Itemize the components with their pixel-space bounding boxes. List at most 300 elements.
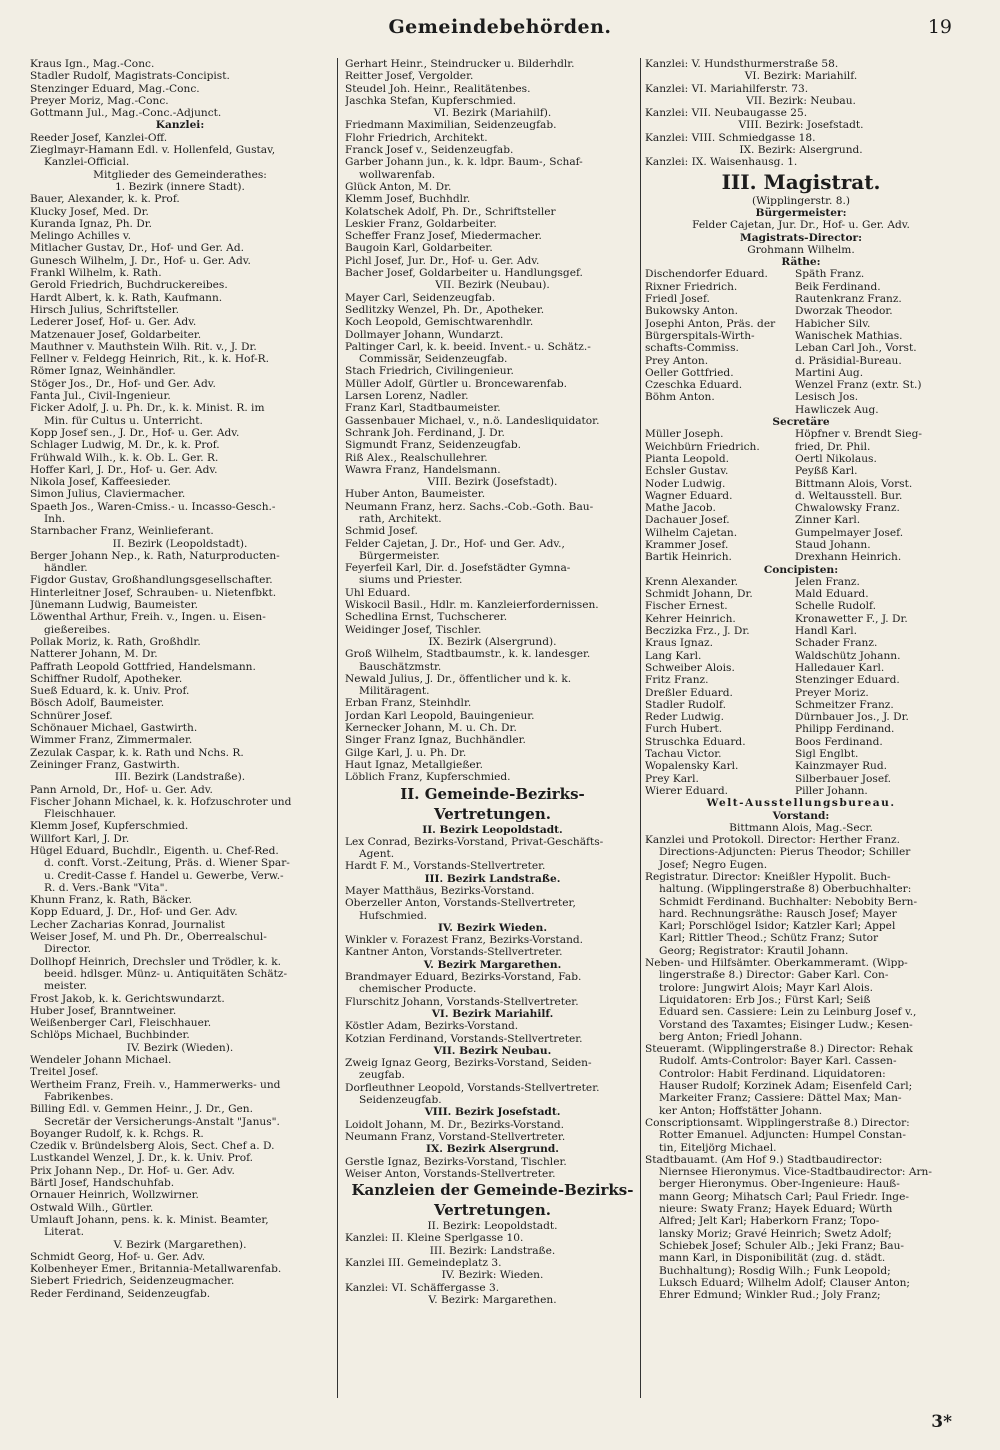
section-heading: VII. Bezirk Neubau. — [433, 1044, 552, 1057]
entry-line: Zezulak Caspar, k. k. Rath und Nchs. R. — [30, 746, 244, 759]
entry-line: Schiffner Rudolf, Apotheker. — [30, 672, 183, 685]
entry-line: Loidolt Johann, M. Dr., Bezirks-Vorstand. — [345, 1118, 565, 1131]
entry-line: Gilge Karl, J. u. Ph. Dr. — [345, 746, 467, 759]
section-heading: V. Bezirk (Margarethen). — [113, 1238, 247, 1251]
entry-line: Zweig Ignaz Georg, Bezirks-Vorstand, Seiden- — [345, 1057, 592, 1070]
entry-line: Kanzlei: IX. Waisenhausg. 1. — [645, 156, 798, 169]
entry-line: Berger Johann Nep., k. Rath, Naturproducten- — [30, 549, 280, 562]
entry-line: Weiser Josef, M. und Ph. Dr., Oberrealschul- — [30, 931, 267, 944]
name-entry: Wanischek Mathias. — [795, 329, 903, 342]
name-entry: Prey Karl. — [645, 772, 699, 785]
entry-line: Schrank Joh. Ferdinand, J. Dr. — [345, 426, 505, 439]
name-entry: Höpfner v. Brendt Sieg- — [795, 428, 922, 441]
name-entry: Staud Johann. — [795, 538, 871, 551]
name-entry: Dischendorfer Eduard. — [645, 268, 768, 281]
entry-line: Wiskocil Basil., Hdlr. m. Kanzleierfordernissen. — [345, 599, 599, 612]
entry-line: Frühwald Wilh., k. k. Ob. L. Ger. R. — [30, 451, 219, 464]
entry-line: Conscriptionsamt. Wipplingerstraße 8.) Director: — [645, 1116, 910, 1129]
name-entry: Gumpelmayer Josef. — [795, 526, 904, 539]
magistrat-heading: III. Magistrat. — [721, 169, 881, 194]
name-entry: Weichbürn Friedrich. — [645, 440, 760, 453]
entry-line: Löblich Franz, Kupferschmied. — [345, 771, 511, 784]
entry-line: Starnbacher Franz, Weinlieferant. — [30, 525, 214, 538]
entry-line: Zieglmayr-Hamann Edl. v. Hollenfeld, Gustav, — [30, 144, 276, 157]
name-entry: Wopalensky Karl. — [645, 760, 739, 773]
entry-line: Gottmann Jul., Mag.-Conc.-Adjunct. — [30, 107, 222, 120]
section-heading: VI. Bezirk (Mariahilf). — [433, 107, 552, 120]
name-entry: Böhm Anton. — [645, 391, 715, 404]
entry-line: Stöger Jos., Dr., Hof- und Ger. Adv. — [30, 377, 216, 390]
entry-line: Prix Johann Nep., Dr. Hof- u. Ger. Adv. — [30, 1164, 235, 1177]
name-entry: Bukowsky Anton. — [645, 305, 738, 318]
entry-line: Bärtl Josef, Handschuhfab. — [30, 1177, 175, 1190]
entry-line: Köstler Adam, Bezirks-Vorstand. — [345, 1020, 519, 1033]
section-heading: VI. Bezirk Mariahilf. — [431, 1007, 554, 1020]
kanzlei-list — [645, 58, 957, 169]
entry-line: Frost Jakob, k. k. Gerichtswundarzt. — [30, 992, 225, 1005]
entry-line: Glück Anton, M. Dr. — [345, 180, 452, 193]
section-heading: III. Bezirk Landstraße. — [424, 872, 561, 885]
entry-line: Spaeth Jos., Waren-Cmiss.- u. Incasso-Gesch.- — [30, 500, 276, 513]
name-entry — [645, 404, 795, 416]
entry-line: Weiser Anton, Vorstands-Stellvertreter. — [345, 1167, 556, 1180]
entry-line: Huber Anton, Baumeister. — [345, 488, 486, 501]
entry-line: Kanzlei und Protokoll. Director: Herther Franz. — [645, 834, 900, 847]
name-entry: d. Weltausstell. Bur. — [795, 489, 903, 502]
entry-line: Schedlina Ernst, Tuchscherer. — [345, 611, 508, 624]
entry-line: Schmid Josef. — [345, 525, 418, 538]
name-entry: Boos Ferdinand. — [795, 735, 883, 748]
section-heading: Grohmann Wilhelm. — [747, 243, 855, 256]
name-entry: Schader Franz. — [795, 637, 878, 650]
entry-line: Hügel Eduard, Buchdlr., Eigenth. u. Chef-Red. — [30, 845, 279, 857]
entry-line: Schiebek Josef; Schuler Alb.; Jeki Franz; Bau- — [659, 1239, 905, 1252]
entry-line: Boyanger Rudolf, k. k. Rchgs. R. — [30, 1127, 204, 1140]
entry-line: Treitel Josef. — [30, 1066, 99, 1079]
entry-line: Pann Arnold, Dr., Hof- u. Ger. Adv. — [30, 783, 213, 796]
name-entry: Josephi Anton, Präs. der — [645, 317, 776, 330]
entry-line: Bauschätzmstr. — [359, 660, 442, 673]
entry-line: Fellner v. Feldegg Heinrich, Rit., k. k. Hof-R. — [30, 353, 269, 366]
column-middle — [345, 58, 640, 1306]
entry-line: Kraus Ign., Mag.-Conc. — [30, 58, 155, 70]
name-entry: Leban Carl Joh., Vorst. — [795, 342, 917, 355]
entry-line: Baugoin Karl, Goldarbeiter. — [345, 242, 493, 255]
section-heading: IV. Bezirk: Wieden. — [441, 1269, 544, 1282]
entry-line: Kanzlei: VIII. Schmiedgasse 18. — [645, 131, 816, 144]
entry-line: Wawra Franz, Handelsmann. — [345, 463, 501, 476]
entry-line: Mayer Carl, Seidenzeugfab. — [345, 291, 496, 304]
entry-line: Luksch Eduard; Wilhelm Adolf; Clauser Anton; — [659, 1276, 910, 1289]
entry-line: Fanta Jul., Civil-Ingenieur. — [30, 390, 171, 403]
name-entry: Zinner Karl. — [795, 514, 861, 527]
entry-line: Kanzlei: VII. Neubaugasse 25. — [645, 107, 808, 120]
entry-line: Kanzlei: VI. Mariahilferstr. 73. — [645, 82, 809, 95]
entry-line: Bauer, Alexander, k. k. Prof. — [30, 193, 180, 206]
entry-line: hard. Rechnungsräthe: Rausch Josef; Mayer — [659, 907, 897, 920]
entry-line: Franz Karl, Stadtbaumeister. — [345, 402, 501, 415]
name-entry: Sigl Englbt. — [795, 748, 859, 761]
entry-line: Mayer Matthäus, Bezirks-Vorstand. — [345, 885, 535, 897]
name-entry: Philipp Ferdinand. — [795, 723, 895, 736]
entry-line: Reitter Josef, Vergolder. — [345, 70, 474, 83]
name-entry: Peyßß Karl. — [795, 465, 858, 478]
concipisten-list — [645, 576, 957, 797]
name-entry: Beik Ferdinand. — [795, 280, 881, 293]
section-heading: IX. Bezirk (Alsergrund). — [428, 635, 557, 648]
name-entry: Fritz Franz. — [645, 674, 709, 687]
entry-line: Schmidt Ferdinand. Buchhalter: Nebobity Bern- — [659, 895, 918, 908]
entry-line: wollwarenfab. — [359, 168, 436, 181]
entry-line: rath, Architekt. — [359, 512, 442, 525]
entry-line: Min. für Cultus u. Unterricht. — [44, 414, 203, 427]
entry-line: Leskier Franz, Goldarbeiter. — [345, 217, 497, 230]
name-entry: Rautenkranz Franz. — [795, 293, 902, 306]
entry-line: Newald Julius, J. Dr., öffentlicher und k. k. — [345, 672, 572, 685]
section-heading: Bittmann Alois, Mag.-Secr. — [729, 821, 873, 834]
secretaere-heading: Secretäre — [772, 416, 830, 429]
entry-line: Gerhart Heinr., Steindrucker u. Bilderhdlr. — [345, 58, 575, 70]
entry-line: meister. — [44, 980, 87, 993]
section-heading: III. Bezirk: Landstraße. — [429, 1244, 556, 1257]
section-heading: Bürgermeister: — [755, 206, 847, 219]
entry-line: Kanzlei: V. Hundsthurmerstraße 58. — [645, 58, 839, 70]
entry-line: Flohr Friedrich, Architekt. — [345, 131, 488, 144]
entry-line: Umlauft Johann, pens. k. k. Minist. Beamter, — [30, 1213, 269, 1226]
entry-line: Ostwald Wilh., Gürtler. — [30, 1201, 154, 1214]
name-entry: Drexhann Heinrich. — [795, 551, 902, 564]
entry-line: Ornauer Heinrich, Wollzwirner. — [30, 1189, 199, 1202]
entry-line: Khunn Franz, k. Rath, Bäcker. — [30, 894, 192, 907]
name-entry: Stadler Rudolf. — [645, 698, 726, 711]
entry-line: Riß Alex., Realschullehrer. — [345, 451, 488, 464]
entry-line: siums und Priester. — [359, 574, 463, 587]
entry-line: Uhl Eduard. — [345, 586, 411, 599]
entry-line: Steudel Joh. Heinr., Realitätenbes. — [345, 82, 531, 95]
entry-line: Gunesch Wilhelm, J. Dr., Hof- u. Ger. Adv. — [30, 254, 251, 267]
name-entry: Piller Johann. — [795, 784, 868, 797]
name-entry: Echsler Gustav. — [645, 465, 729, 478]
entry-line: Matzenauer Josef, Goldarbeiter. — [30, 328, 202, 341]
entry-line: Rotter Emanuel. Adjuncten: Humpel Constan- — [659, 1129, 906, 1142]
section-heading: Mitglieder des Gemeinderathes: — [93, 168, 267, 181]
section-heading: Räthe: — [781, 256, 821, 269]
entry-line: Mauthner v. Mauthstein Wilh. Rit. v., J. Dr. — [30, 340, 257, 353]
entry-line: Agent. — [359, 848, 395, 861]
name-entry: Handl Karl. — [795, 625, 857, 638]
name-entry: Schmeitzer Franz. — [795, 698, 894, 711]
entry-line: Vorstand des Taxamtes; Eisinger Ludw.; Kesen- — [659, 1018, 913, 1031]
section-heading: Kanzlei: — [155, 119, 205, 132]
entry-line: Paffrath Leopold Gottfried, Handelsmann. — [30, 660, 256, 673]
entry-line: Commissär, Seidenzeugfab. — [359, 353, 508, 366]
entry-line: Fleischhauer. — [44, 808, 117, 821]
entry-line: Kanzlei III. Gemeindeplatz 3. — [345, 1257, 502, 1270]
entry-line: Frankl Wilhelm, k. Rath. — [30, 267, 162, 280]
name-entry: Kronawetter F., J. Dr. — [795, 612, 908, 625]
entry-line: Melingo Achilles v. — [30, 230, 131, 243]
entry-line: berg Anton; Friedl Johann. — [659, 1030, 803, 1043]
entry-line: Lex Conrad, Bezirks-Vorstand, Privat-Geschäfts- — [345, 835, 604, 848]
entry-line: ker Anton; Hoffstätter Johann. — [659, 1104, 823, 1117]
entry-line: Kanzleien der Gemeinde-Bezirks- — [351, 1181, 634, 1200]
name-entry: Dürnbauer Jos., J. Dr. — [795, 711, 909, 724]
entry-line: Pichl Josef, Jur. Dr., Hof- u. Ger. Adv. — [345, 254, 540, 267]
entry-line: Stenzinger Eduard, Mag.-Conc. — [30, 82, 200, 95]
name-entry: Schmidt Johann, Dr. — [645, 588, 753, 601]
name-entry: Habicher Silv. — [795, 317, 871, 330]
entry-line: Hoffer Karl, J. Dr., Hof- u. Ger. Adv. — [30, 463, 218, 476]
entry-line: Mitlacher Gustav, Dr., Hof- und Ger. Ad. — [30, 242, 244, 255]
name-entry: Noder Ludwig. — [645, 477, 726, 490]
entry-line: Scheffer Franz Josef, Miedermacher. — [345, 230, 542, 243]
entry-line: Kanzlei: II. Kleine Sperlgasse 10. — [345, 1232, 524, 1245]
name-entry: Lesisch Jos. — [795, 391, 859, 404]
sheet-signature: 3* — [931, 1412, 952, 1432]
section-heading: VII. Bezirk (Neubau). — [435, 279, 550, 292]
name-entry: Wenzel Franz (extr. St.) — [795, 379, 922, 392]
entry-line: Dorfleuthner Leopold, Vorstands-Stellvertreter. — [345, 1081, 600, 1094]
departments-list — [645, 797, 957, 1301]
entry-line: R. d. Vers.-Bank "Vita". — [44, 881, 168, 894]
name-entry: Pianta Leopold. — [645, 452, 729, 465]
entry-line: Nikola Josef, Kaffeesieder. — [30, 476, 171, 489]
entry-line: Ehrer Edmund; Winkler Rud.; Joly Franz; — [659, 1289, 881, 1302]
entry-line: Hufschmied. — [359, 909, 428, 922]
entry-line: Neumann Franz, Vorstand-Stellvertreter. — [345, 1130, 566, 1143]
entry-line: Larsen Lorenz, Nadler. — [345, 390, 469, 403]
name-entry: fried, Dr. Phil. — [795, 440, 871, 453]
entry-line: Kernecker Johann, M. u. Ch. Dr. — [345, 722, 517, 735]
name-entry: Chwalowsky Franz. — [795, 502, 900, 515]
entry-line: Karl; Porschlögel Isidor; Katzler Karl; Appel — [659, 920, 896, 933]
column-divider — [640, 58, 641, 1398]
section-heading: VII. Bezirk: Neubau. — [746, 94, 856, 107]
entry-line: Schlöps Michael, Buchbinder. — [30, 1029, 190, 1042]
name-entry: Silberbauer Josef. — [795, 772, 892, 785]
name-entry: Wilhelm Cajetan. — [645, 526, 738, 539]
entry-line: u. Credit-Casse f. Handel u. Gewerbe, Verw.- — [44, 869, 284, 882]
entry-line: Hinterleitner Josef, Schrauben- u. Nietenfbkt. — [30, 586, 277, 599]
entry-line: händler. — [44, 562, 88, 575]
entry-line: Hirsch Julius, Schriftsteller. — [30, 303, 180, 316]
entry-line: Siebert Friedrich, Seidenzeugmacher. — [30, 1275, 235, 1288]
entry-line: Natterer Johann, M. Dr. — [30, 648, 158, 661]
page-header — [0, 12, 1000, 46]
name-entry: Dreßler Eduard. — [645, 686, 733, 699]
entry-line: Dollhopf Heinrich, Drechsler und Trödler, k. k. — [30, 955, 282, 968]
section-heading: VIII. Bezirk: Josefstadt. — [738, 119, 864, 132]
name-entry: Bittmann Alois, Vorst. — [795, 477, 913, 490]
entry-line: Schnürer Josef. — [30, 709, 113, 722]
entry-line: Hardt Albert, k. k. Rath, Kaufmann. — [30, 291, 223, 304]
entry-line: haltung. (Wipplingerstraße 8) Oberbuchhalter: — [659, 883, 912, 896]
name-entry: Struschka Eduard. — [645, 735, 746, 748]
entry-line: Simon Julius, Claviermacher. — [30, 488, 186, 501]
entry-line: Figdor Gustav, Großhandlungsgesellschafter. — [30, 574, 273, 587]
name-entry: Furch Hubert. — [645, 723, 723, 736]
entry-line: Jordan Karl Leopold, Bauingenieur. — [345, 709, 535, 722]
name-entry: Friedl Josef. — [645, 293, 710, 306]
entry-line: Felder Cajetan, J. Dr., Hof- und Ger. Adv., — [345, 537, 565, 550]
entry-line: tin, Eiteljörg Michael. — [659, 1141, 777, 1154]
entry-line: nieure: Swaty Franz; Hayek Eduard; Würth — [659, 1203, 893, 1216]
entry-line: Hauser Rudolf; Korzinek Adam; Eisenfeld Carl; — [659, 1080, 913, 1093]
entry-line: Alfred; Jelt Karl; Haberkorn Franz; Topo- — [659, 1215, 880, 1228]
column-right — [645, 58, 957, 1301]
entry-line: Vertretungen. — [434, 1201, 551, 1220]
section-heading: Vorstand: — [772, 809, 830, 822]
name-entry: Wierer Eduard. — [645, 784, 728, 797]
name-entry: Dworzak Theodor. — [795, 305, 893, 318]
entry-line: mann Georg; Mihatsch Carl; Paul Friedr. Inge- — [659, 1190, 909, 1203]
entry-line: Kolbenheyer Emer., Britannia-Metallwarenfab. — [30, 1263, 282, 1276]
entry-line: Liquidatoren: Erb Jos.; Fürst Karl; Seiß — [659, 993, 871, 1006]
entry-line: Bösch Adolf, Baumeister. — [30, 697, 165, 710]
section-heading: VI. Bezirk: Mariahilf. — [744, 70, 858, 83]
entry-line: Pollak Moriz, k. Rath, Großhdlr. — [30, 635, 201, 648]
entry-line: Fabrikenbes. — [44, 1090, 114, 1103]
entry-line: Paltinger Carl, k. k. beeid. Invent.- u. Schätz.- — [345, 340, 591, 353]
entry-line: Niernsee Hieronymus. Vice-Stadtbaudirector: Arn- — [659, 1166, 932, 1179]
name-entry: Preyer Moriz. — [795, 686, 869, 699]
entry-line: Stadler Rudolf, Magistrats-Concipist. — [30, 70, 230, 83]
entry-line: Kanzlei: VI. Schäffergasse 3. — [345, 1281, 500, 1294]
entry-line: Gerold Friedrich, Buchdruckereibes. — [30, 279, 228, 292]
name-entry: Kraus Ignaz. — [645, 637, 713, 650]
entry-line: Willfort Karl, J. Dr. — [30, 832, 130, 845]
entry-line: Sigmundt Franz, Seidenzeugfab. — [345, 439, 522, 452]
entry-line: chemischer Producte. — [359, 983, 477, 996]
name-entry: Kainzmayer Rud. — [795, 760, 888, 773]
name-entry: Jelen Franz. — [795, 575, 860, 588]
entry-line: Inh. — [44, 512, 66, 525]
entry-line: Dollmayer Johann, Wundarzt. — [345, 328, 504, 341]
magistrat-officials — [645, 207, 957, 268]
name-entry: Martini Aug. — [795, 366, 864, 379]
section-heading: V. Bezirk Margarethen. — [423, 958, 562, 971]
entry-line: II. Gemeinde-Bezirks-Vertretungen. — [400, 784, 585, 823]
concipisten-heading: Concipisten: — [763, 563, 839, 576]
entry-line: Reder Ferdinand, Seidenzeugfab. — [30, 1287, 211, 1300]
section-heading: VIII. Bezirk (Josefstadt). — [427, 476, 558, 489]
entry-line: Buchhaltung); Rosdig Wilh.; Funk Leopold; — [659, 1264, 891, 1277]
name-entry: Mald Eduard. — [795, 588, 869, 601]
entry-line: Stadtbauamt. (Am Hof 9.) Stadtbaudirector: — [645, 1153, 883, 1166]
entry-line: Singer Franz Ignaz, Buchhändler. — [345, 734, 526, 747]
section-heading: IX. Bezirk Alsergrund. — [426, 1143, 559, 1156]
name-entry: Hawliczek Aug. — [795, 403, 879, 416]
name-entry: Rixner Friedrich. — [645, 280, 738, 293]
entry-line: Eduard sen. Cassiere: Lein zu Leinburg Josef v., — [659, 1006, 917, 1019]
entry-line: Wendeler Johann Michael. — [30, 1054, 172, 1067]
entry-line: Schmidt Georg, Hof- u. Ger. Adv. — [30, 1250, 206, 1263]
entry-line: Garber Johann jun., k. k. ldpr. Baum-, Schaf- — [345, 156, 583, 169]
entry-line: Karl; Rittler Theod.; Schütz Franz; Sutor — [659, 932, 879, 945]
entry-line: Georg; Registrator: Krautil Johann. — [659, 944, 849, 957]
name-entry: Mathe Jacob. — [645, 502, 716, 515]
name-entry: Oertl Nikolaus. — [795, 452, 877, 465]
name-entry: Fischer Ernest. — [645, 600, 728, 613]
section-heading: V. Bezirk: Margarethen. — [428, 1293, 557, 1306]
entry-line: Müller Adolf, Gürtler u. Broncewarenfab. — [345, 377, 568, 390]
name-entry: Wagner Eduard. — [645, 489, 733, 502]
entry-line: lingerstraße 8.) Director: Gaber Karl. Con- — [659, 969, 889, 982]
entry-line: Kopp Eduard, J. Dr., Hof- und Ger. Adv. — [30, 906, 238, 919]
section-heading: II. Bezirk Leopoldstadt. — [422, 823, 563, 836]
entry-line: Feyerfeil Karl, Dir. d. Josefstädter Gymna- — [345, 562, 571, 575]
name-entry: Krenn Alexander. — [645, 575, 738, 588]
entry-line: Gassenbauer Michael, v., n.ö. Landesliquidator. — [345, 414, 600, 427]
entry-line: Erban Franz, Steinhdlr. — [345, 697, 472, 710]
section-heading: Magistrats-Director: — [739, 231, 862, 244]
entry-line: Lederer Josef, Hof- u. Ger. Adv. — [30, 316, 197, 329]
name-entry: Kehrer Heinrich. — [645, 612, 736, 625]
name-entry: Müller Joseph. — [645, 428, 724, 441]
entry-line: Rudolf. Amts-Controlor: Bayer Karl. Cassen- — [659, 1055, 897, 1068]
entry-line: Franck Josef v., Seidenzeugfab. — [345, 144, 514, 157]
entry-line: Löwenthal Arthur, Freih. v., Ingen. u. Eisen- — [30, 611, 266, 624]
raethe-list — [645, 268, 957, 416]
name-entry: Beczizka Frz., J. Dr. — [645, 625, 750, 638]
name-entry: Lang Karl. — [645, 649, 702, 662]
name-entry: Dachauer Josef. — [645, 514, 730, 527]
entry-line: Weidinger Josef, Tischler. — [345, 623, 482, 636]
column-divider — [337, 58, 338, 1398]
name-entry: Krammer Josef. — [645, 538, 729, 551]
entry-line: Lecher Zacharias Konrad, Journalist — [30, 918, 225, 931]
name-entry: Oeller Gottfried. — [645, 366, 734, 379]
entry-line: mann Karl, in Disponibilität (zug. d. städt. — [659, 1252, 886, 1265]
entry-line: Bürgermeister. — [359, 549, 440, 562]
entry-line: Directions-Adjuncten: Pierus Theodor; Schiller — [659, 846, 911, 859]
name-entry: schafts-Commiss. — [645, 342, 739, 355]
entry-line: Director. — [44, 943, 92, 956]
name-entry: Halledauer Karl. — [795, 661, 885, 674]
section-heading: Felder Cajetan, Jur. Dr., Hof- u. Ger. Adv. — [692, 219, 910, 232]
entry-line: Secretär der Versicherungs-Anstalt "Janus". — [44, 1115, 280, 1128]
entry-line: Controlor: Habit Ferdinand. Liquidatoren: — [659, 1067, 886, 1080]
name-entry: Reder Ludwig. — [645, 711, 724, 724]
entry-line: Sueß Eduard, k. k. Univ. Prof. — [30, 685, 190, 698]
entry-line: Steueramt. (Wipplingerstraße 8.) Director: Rehak — [645, 1043, 913, 1056]
entry-line: Weißenberger Carl, Fleischhauer. — [30, 1017, 212, 1030]
name-entry: Späth Franz. — [795, 268, 865, 281]
section-heading: III. Bezirk (Landstraße). — [114, 771, 246, 784]
section-heading: II. Bezirk (Leopoldstadt). — [112, 537, 248, 550]
entry-line: Jünemann Ludwig, Baumeister. — [30, 599, 199, 612]
entry-line: Hardt F. M., Vorstands-Stellvertreter. — [345, 860, 546, 873]
entry-line: Oberzeller Anton, Vorstands-Stellvertreter, — [345, 897, 576, 910]
entry-line: Koch Leopold, Gemischtwarenhdlr. — [345, 316, 534, 329]
entry-line: Klemm Josef, Buchhdlr. — [345, 193, 471, 206]
entry-line: Kanzlei-Official. — [44, 156, 130, 169]
entry-line: Römer Ignaz, Weinhändler. — [30, 365, 176, 378]
name-entry: Czeschka Eduard. — [645, 379, 743, 392]
entry-line: Klucky Josef, Med. Dr. — [30, 205, 149, 218]
section-heading: IX. Bezirk: Alsergrund. — [739, 144, 863, 157]
entry-line: Jaschka Stefan, Kupferschmied. — [345, 94, 517, 107]
entry-line: Wertheim Franz, Freih. v., Hammerwerks- und — [30, 1078, 281, 1091]
entry-line: Gerstle Ignaz, Bezirks-Vorstand, Tischler. — [345, 1155, 567, 1168]
entry-line: Lustkandel Wenzel, J. Dr., k. k. Univ. Prof. — [30, 1152, 254, 1165]
entry-line: Neumann Franz, herz. Sachs.-Cob.-Goth. Bau- — [345, 500, 594, 513]
entry-line: Preyer Moriz, Mag.-Conc. — [30, 94, 169, 107]
entry-line: gießereibes. — [44, 623, 111, 636]
entry-line: Schönauer Michael, Gastwirth. — [30, 722, 198, 735]
entry-line: zeugfab. — [359, 1069, 405, 1082]
section-heading: VIII. Bezirk Josefstadt. — [424, 1106, 561, 1119]
